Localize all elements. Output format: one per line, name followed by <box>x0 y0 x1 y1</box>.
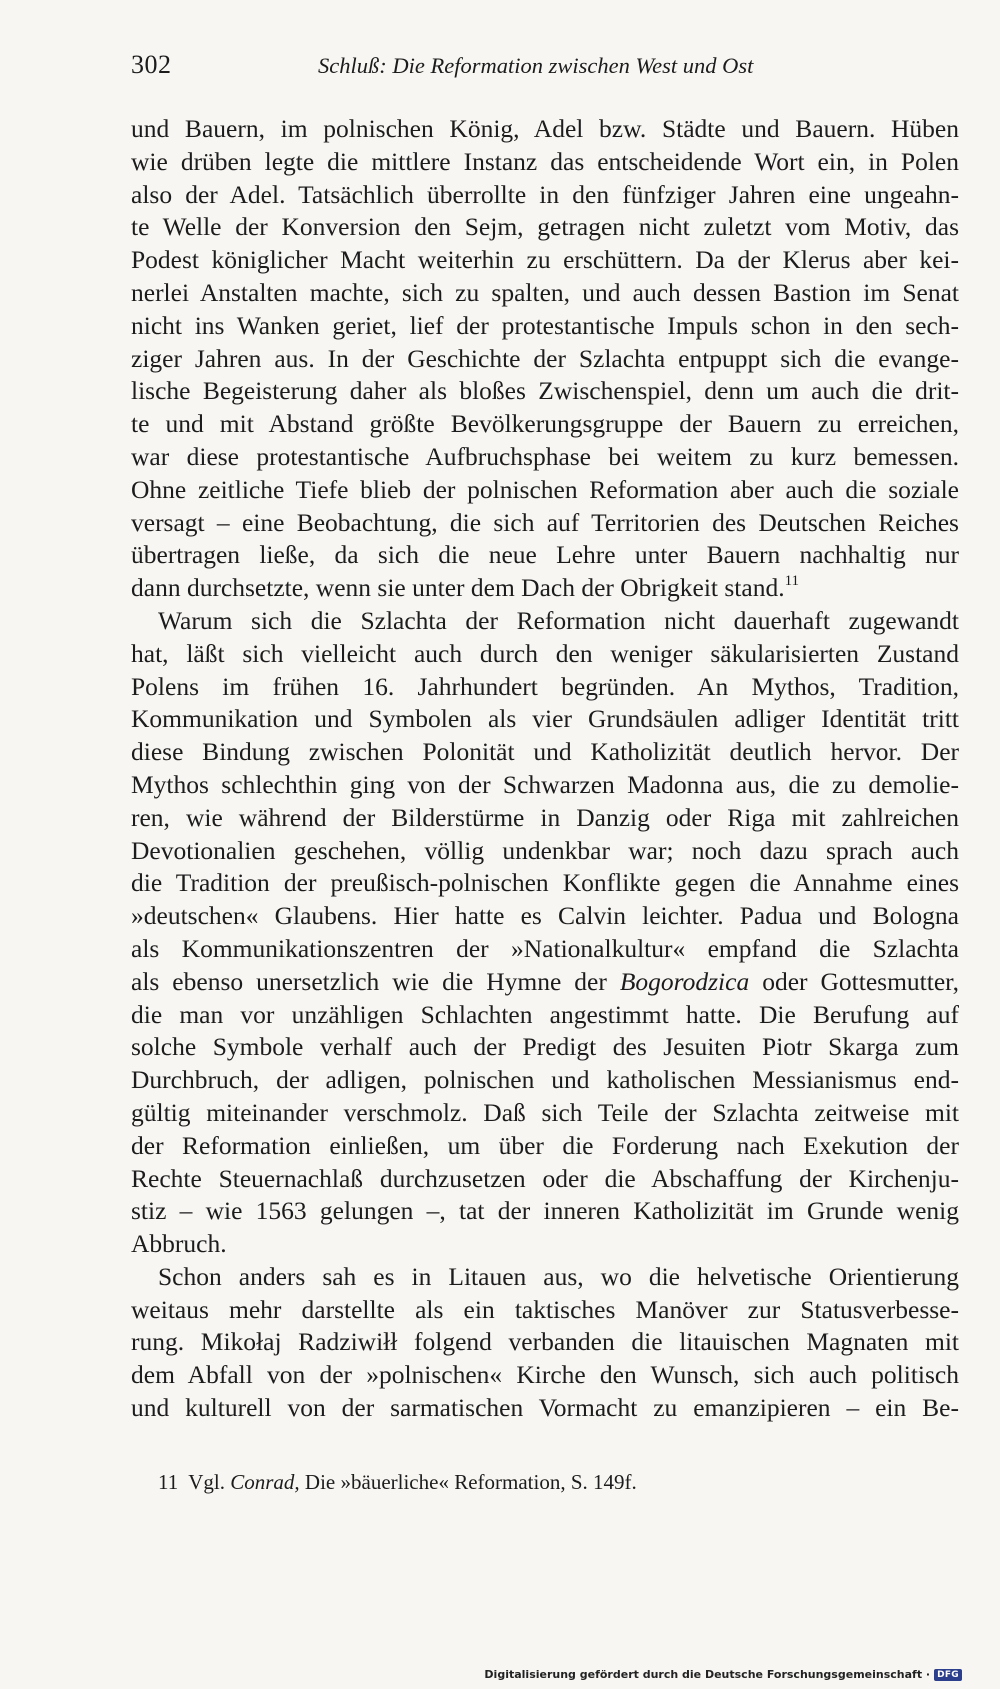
text-line: te und mit Abstand größte Bevölkerungsgruppe der Bauern zu erreichen, <box>131 409 959 439</box>
text-line: und kulturell von der sarmatischen Vormacht zu emanzipieren – ein Be- <box>131 1393 959 1423</box>
text-line <box>131 966 959 999</box>
paragraph-1 <box>131 113 959 605</box>
paragraph-2 <box>131 605 959 1261</box>
paragraph-3 <box>131 1261 959 1425</box>
text-line: »deutschen« Glaubens. Hier hatte es Calvin leichter. Padua und Bologna <box>131 901 959 931</box>
text-line: Polens im frühen 16. Jahrhundert begründen. An Mythos, Tradition, <box>131 671 959 701</box>
text-line: Durchbruch, der adligen, polnischen und katholischen Messianismus end- <box>131 1065 959 1095</box>
text-line: gültig miteinander verschmolz. Daß sich Teile der Szlachta zeitweise mit <box>131 1097 959 1127</box>
footnote <box>158 1470 637 1495</box>
body-text <box>131 113 959 1425</box>
text-line-content: oder Gottesmutter, <box>749 966 959 996</box>
text-line: als Kommunikationszentren der »Nationalkultur« empfand die Szlachta <box>131 933 959 963</box>
text-line: ren, wie während der Bilderstürme in Danzig oder Riga mit zahlreichen <box>131 802 959 832</box>
text-line: diese Bindung zwischen Polonität und Katholizität deutlich hervor. Der <box>131 737 959 767</box>
text-line: nicht ins Wanken geriet, lief der protestantische Impuls schon in den sech- <box>131 310 959 340</box>
footnote-reference[interactable]: 11 <box>784 573 800 590</box>
text-line: Abbruch. <box>131 1229 227 1259</box>
footnote-author: Conrad, <box>230 1470 300 1494</box>
text-line <box>131 572 959 605</box>
text-line: Kommunikation und Symbolen als vier Grundsäulen adliger Identität tritt <box>131 704 959 734</box>
text-line: Ohne zeitliche Tiefe blieb der polnischen Reformation aber auch die soziale <box>131 474 959 504</box>
text-line: hat, läßt sich vielleicht auch durch den weniger säkularisierten Zustand <box>131 638 959 668</box>
text-line: Schon anders sah es in Litauen aus, wo die helvetische Orientierung <box>158 1261 959 1291</box>
text-line: Devotionalien geschehen, völlig undenkbar war; noch dazu sprach auch <box>131 835 959 865</box>
text-line: die Tradition der preußisch-polnischen Konflikte gegen die Annahme eines <box>131 868 959 898</box>
text-line: rung. Mikołaj Radziwiłł folgend verbanden die litauischen Magnaten mit <box>131 1327 959 1357</box>
footnote-text: Die »bäuerliche« Reformation, S. 149f. <box>299 1470 637 1494</box>
text-line: Podest königlicher Macht weiterhin zu erschüttern. Da der Klerus aber kei- <box>131 245 959 275</box>
footnote-number: 11 <box>158 1470 179 1494</box>
text-line: dem Abfall von der »polnischen« Kirche den Wunsch, sich auch politisch <box>131 1360 959 1390</box>
page-header <box>131 50 771 90</box>
text-line: der Reformation einließen, um über die Forderung nach Exekution der <box>131 1130 959 1160</box>
text-line: Warum sich die Szlachta der Reformation nicht dauerhaft zugewandt <box>158 605 959 635</box>
text-line: Rechte Steuernachlaß durchzusetzen oder die Abschaffung der Kirchenju- <box>131 1163 959 1193</box>
text-line: übertragen ließe, da sich die neue Lehre unter Bauern nachhaltig nur <box>131 540 959 570</box>
italic-term: Bogorodzica <box>619 966 750 996</box>
text-line: solche Symbole verhalf auch der Predigt des Jesuiten Piotr Skarga zum <box>131 1032 959 1062</box>
text-line-content: dann durchsetzte, wenn sie unter dem Dach der Obrigkeit stand. <box>131 573 785 603</box>
text-line: also der Adel. Tatsächlich überrollte in den fünfziger Jahren eine ungeahn- <box>131 179 959 209</box>
text-line-content: als ebenso unersetzlich wie die Hymne der <box>131 966 620 996</box>
digitization-credit <box>484 1668 962 1681</box>
text-line: nerlei Anstalten machte, sich zu spalten, und auch dessen Bastion im Senat <box>131 277 959 307</box>
text-line: Mythos schlechthin ging von der Schwarzen Madonna aus, die zu demolie- <box>131 769 959 799</box>
running-title: Schluß: Die Reformation zwischen West und Ost <box>318 53 754 78</box>
page-number: 302 <box>131 50 172 79</box>
text-line: und Bauern, im polnischen König, Adel bzw. Städte und Bauern. Hüben <box>131 114 959 143</box>
text-line: war diese protestantische Aufbruchsphase bei weitem zu kurz bemessen. <box>131 441 959 471</box>
text-line: ziger Jahren aus. In der Geschichte der Szlachta entpuppt sich die evange- <box>131 343 959 373</box>
text-line: lische Begeisterung daher als bloßes Zwischenspiel, denn um auch die drit- <box>131 376 959 406</box>
dfg-logo: DFG <box>934 1669 962 1681</box>
text-line: wie drüben legte die mittlere Instanz das entscheidende Wort ein, in Polen <box>131 146 959 176</box>
text-line: stiz – wie 1563 gelungen –, tat der inneren Katholizität im Grunde wenig <box>131 1196 959 1226</box>
text-line: te Welle der Konversion den Sejm, getragen nicht zuletzt vom Motiv, das <box>131 212 959 242</box>
text-line: weitaus mehr darstellte als ein taktisches Manöver zur Statusverbesse- <box>131 1294 959 1324</box>
text-line: versagt – eine Beobachtung, die sich auf Territorien des Deutschen Reiches <box>131 507 959 537</box>
credit-text: Digitalisierung gefördert durch die Deutsche Forschungsgemeinschaft · <box>484 1668 931 1681</box>
text-line: die man vor unzähligen Schlachten angestimmt hatte. Die Berufung auf <box>131 999 959 1029</box>
footnote-prefix: Vgl. <box>188 1470 231 1494</box>
